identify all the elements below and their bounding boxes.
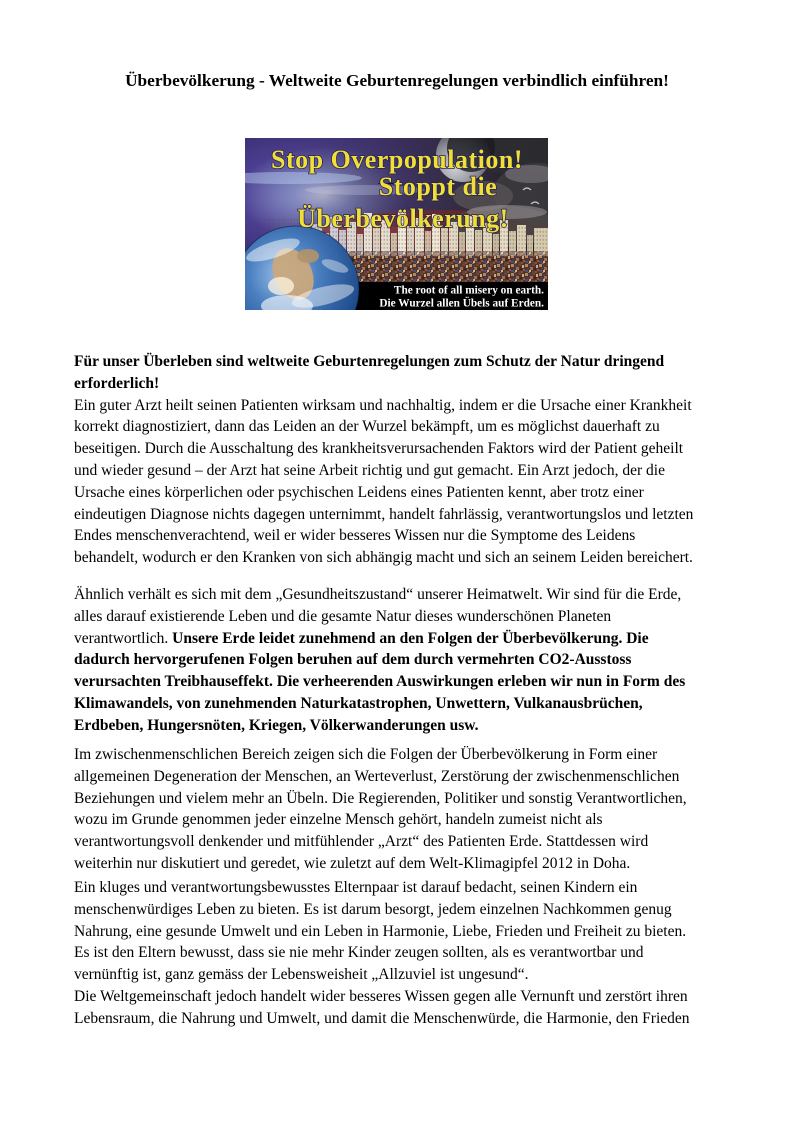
text-line <box>74 649 724 671</box>
text-run: Im zwischenmenschlichen Bereich zeigen sich die Folgen der Überbevölkerung in Form einer <box>74 746 658 763</box>
poster-headline-line3: Überbevölkerung! <box>297 204 509 233</box>
text-line <box>74 504 724 526</box>
paragraph-responsible-parents <box>74 877 724 1030</box>
text-run: Lebensraum, die Nahrung und Umwelt, und damit die Menschenwürde, die Harmonie, den Frieden <box>74 1009 690 1027</box>
text-line <box>74 606 724 628</box>
text-run: Es ist den Eltern bewusst, dass sie nie mehr Kinder zeugen sollten, als es verantwortbar und <box>74 944 644 962</box>
text-line <box>74 482 724 504</box>
text-run: beseitigen. Durch die Ausschaltung des krankheitsverursachenden Faktors wird der Patient geheilt <box>74 440 684 458</box>
text-line <box>74 853 724 875</box>
text-line <box>74 525 724 547</box>
text-line <box>74 788 724 810</box>
text-run: Die Weltgemeinschaft jedoch handelt wider besseres Wissen gegen alle Vernunft und zerstört ihren <box>74 987 688 1005</box>
text-run: korrekt diagnostiziert, dann das Leiden an der Wurzel bekämpft, um es möglichst dauerhaft zu <box>74 418 660 436</box>
text-line <box>74 584 724 606</box>
text-run: Ursache eines körperlichen oder psychischen Leidens eines Patienten kennt, aber trotz einer <box>74 483 644 501</box>
text-run: verantwortungsvoll denkender und mitfühlender „Arzt“ des Patienten Erde. Stattdessen wird <box>74 833 649 851</box>
text-run: wozu im Grunde genommen jeder einzelne Mensch gehört, handeln zumeist nicht als <box>74 811 603 829</box>
text-run: Ein guter Arzt heilt seinen Patienten wirksam und nachhaltig, indem er die Ursache einer Krankheit <box>74 396 692 414</box>
text-line <box>74 416 724 438</box>
text-line <box>74 809 724 831</box>
text-run: behandelt, wodurch er den Kranken von sich abhängig macht und sich an seinem Leiden bereichert. <box>74 549 693 567</box>
poster-caption-line2: Die Wurzel allen Übels auf Erden. <box>379 297 544 310</box>
text-line <box>74 877 724 899</box>
text-run: weiterhin nur diskutiert und geredet, wie zuletzt auf dem Welt-Klimagipfel 2012 in Doha. <box>74 854 631 872</box>
text-line <box>74 766 724 788</box>
text-line <box>74 628 724 650</box>
text-run: Für unser Überleben sind weltweite Geburtenregelungen zum Schutz der Natur dringend <box>74 353 665 370</box>
paragraph-earth-health <box>74 584 724 737</box>
paragraph-intro-doctor-analogy <box>74 351 724 569</box>
text-line <box>74 460 724 482</box>
text-run: Unsere Erde leidet zunehmend an den Folgen der Überbevölkerung. Die <box>172 629 649 647</box>
poster-caption <box>351 282 548 310</box>
text-line <box>74 986 724 1008</box>
text-run: Beziehungen und vielem mehr an Übeln. Die Regierenden, Politiker und sonstig Verantwortlichen, <box>74 789 687 807</box>
poster-headline-line1: Stop Overpopulation! <box>271 145 523 174</box>
text-run: Nahrung, eine gesunde Umwelt und ein Leben in Harmonie, Liebe, Frieden und Freiheit zu bieten. <box>74 922 687 940</box>
text-line <box>74 351 724 373</box>
text-run: verantwortlich. <box>74 629 173 647</box>
text-run: Ein kluges und verantwortungsbewusstes Elternpaar ist darauf bedacht, seinen Kindern ein <box>74 879 638 896</box>
text-run: Erdbeben, Hungersnöten, Kriegen, Völkerwanderungen usw. <box>74 716 479 734</box>
text-run: Endes menschenverachtend, weil er wider besseres Wissen nur die Symptome des Leidens <box>74 527 636 545</box>
text-line <box>74 438 724 460</box>
poster-caption-line1: The root of all misery on earth. <box>393 284 544 297</box>
text-line <box>74 671 724 693</box>
text-line <box>74 395 724 417</box>
poster-image <box>245 138 548 310</box>
text-line <box>74 964 724 986</box>
text-line <box>74 547 724 569</box>
text-run: Klimawandels, von zunehmenden Naturkatastrophen, Unwettern, Vulkanausbrüchen, <box>74 694 643 712</box>
text-line <box>74 373 724 395</box>
text-line <box>74 715 724 737</box>
text-line <box>74 921 724 943</box>
text-run: alles darauf existierende Leben und die gesamte Natur dieses wunderschönen Planeten <box>74 607 612 625</box>
text-run: und wieder gesund – der Arzt hat seine Arbeit richtig und gut gemacht. Ein Arzt jedoch, der die <box>74 461 665 479</box>
text-line <box>74 693 724 715</box>
text-run: erforderlich! <box>74 374 160 392</box>
text-line <box>74 942 724 964</box>
text-run: vernünftig ist, ganz gemäss der Lebensweisheit „Allzuviel ist ungesund“. <box>74 966 529 984</box>
text-line <box>74 744 724 766</box>
paragraph-societal-consequences <box>74 744 724 875</box>
document-title: Überbevölkerung - Weltweite Geburtenregelungen verbindlich einführen! <box>125 71 669 90</box>
text-run: allgemeinen Degeneration der Menschen, an Werteverlust, Zerstörung der zwischenmenschlichen <box>74 767 680 785</box>
text-run: verursachten Treibhauseffekt. Die verheerenden Auswirkungen erleben wir nun in Form des <box>74 673 686 691</box>
poster-headline-line2: Stoppt die <box>378 172 498 201</box>
text-run: dadurch hervorgerufenen Folgen beruhen auf dem durch vermehrten CO2-Ausstoss <box>74 651 632 669</box>
text-run: Ähnlich verhält es sich mit dem „Gesundheitszustand“ unserer Heimatwelt. Wir sind für die Erde, <box>74 586 682 603</box>
text-line <box>74 899 724 921</box>
text-run: menschenwürdiges Leben zu bieten. Es ist darum besorgt, jedem einzelnen Nachkommen genug <box>74 900 672 918</box>
text-run: eindeutigen Diagnose nichts dagegen unternimmt, handelt fahrlässig, verantwortungslos und letzten <box>74 505 694 523</box>
text-line <box>74 1008 724 1030</box>
text-line <box>74 831 724 853</box>
